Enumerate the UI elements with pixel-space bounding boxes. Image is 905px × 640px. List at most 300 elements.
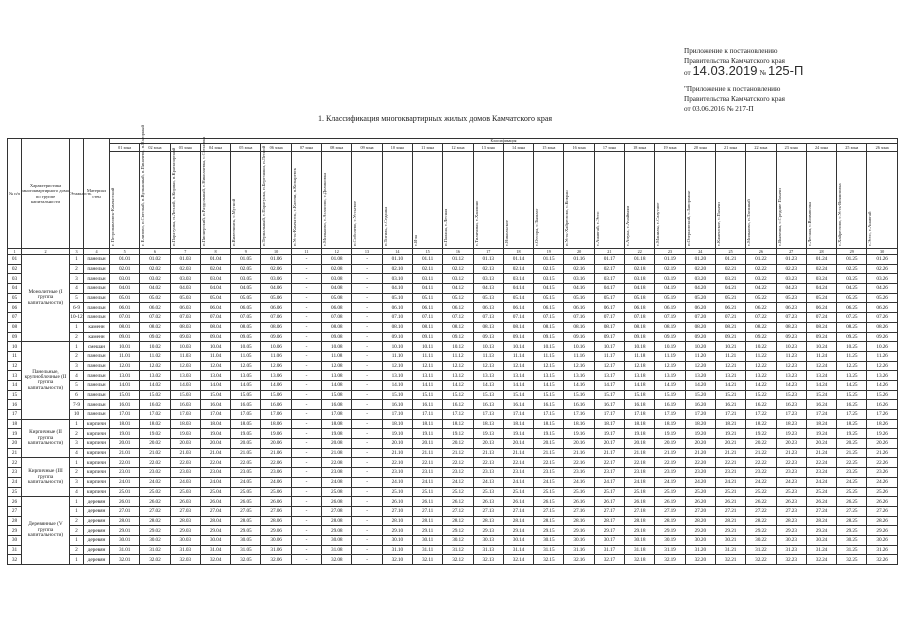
class-code: 26.22 [746,497,776,507]
class-code: 23.22 [746,468,776,478]
row-number: 15 [8,390,22,400]
row-number: 12 [8,361,22,371]
class-code: 25.25 [837,487,867,497]
class-code: 05.08 [322,293,352,303]
floors-cell: 1 [70,255,84,265]
class-code: 28.23 [776,516,806,526]
class-code: 09.25 [837,332,867,342]
class-code: 29.16 [564,526,594,536]
class-code: 17.03 [170,410,200,420]
class-code: 09.02 [140,332,170,342]
place-cell [594,152,624,249]
class-code: 19.18 [625,429,655,439]
class-code: 11.03 [170,351,200,361]
class-code: 05.17 [594,293,624,303]
class-code: 17.02 [140,410,170,420]
class-code: 08.16 [564,322,594,332]
class-code: 15.14 [503,390,533,400]
class-code: 23.17 [594,468,624,478]
class-code: 04.22 [746,284,776,294]
class-code: 20.05 [231,439,261,449]
class-code: 28.14 [503,516,533,526]
class-code: 21.15 [534,448,564,458]
class-code: 14.21 [715,380,745,390]
group-label: Панельные, крупноблочные (II группа капитальности) [22,342,70,420]
class-code: 08.06 [261,322,291,332]
class-code: 09.05 [231,332,261,342]
class-code: 15.17 [594,390,624,400]
class-code: 03.05 [231,274,261,284]
class-code: 28.05 [231,516,261,526]
class-code: 17.20 [685,410,715,420]
class-code: 05.03 [170,293,200,303]
class-code: 19.26 [867,429,897,439]
place-name: с.Мильково, п.Таежный [746,199,752,246]
floors-cell: 1 [70,555,84,565]
class-code: 18.14 [503,419,533,429]
approval-line-2: Правительства Камчатского края [684,57,785,65]
class-code: 16.20 [685,400,715,410]
class-code: 04.11 [412,284,442,294]
class-code: 11.12 [443,351,473,361]
floors-cell: 1 [70,535,84,545]
class-code: 01.17 [594,255,624,265]
class-code: 13.18 [625,371,655,381]
class-code: 32.02 [140,555,170,565]
class-code: 19.22 [746,429,776,439]
class-code: 26.16 [564,497,594,507]
class-code: 09.24 [806,332,836,342]
class-code: 03.22 [746,274,776,284]
class-code: 23.12 [443,468,473,478]
class-code: 31.05 [231,545,261,555]
class-code: 21.13 [473,448,503,458]
class-code: 26.18 [625,497,655,507]
class-code: 18.24 [806,419,836,429]
table-row [8,448,898,458]
class-code: 16.17 [594,400,624,410]
class-code: 11.22 [746,351,776,361]
place-name: п.Озерновский, с.Запорожье [685,190,691,246]
class-code: 07.18 [625,313,655,323]
class-code: 32.17 [594,555,624,565]
class-code: - [352,468,382,478]
class-code: 32.26 [867,555,897,565]
material-cell: кирпичн [84,468,110,478]
class-code: 04.05 [231,284,261,294]
class-code: 04.04 [200,284,230,294]
class-code: 09.23 [776,332,806,342]
class-code: - [352,477,382,487]
zone-header: 11 зона [412,144,442,152]
class-code: 04.20 [685,284,715,294]
approval-line-1: Приложение к постановлению [684,47,778,55]
class-code: - [352,429,382,439]
class-code: 03.12 [443,274,473,284]
class-code: 23.24 [806,468,836,478]
class-code: 32.23 [776,555,806,565]
class-code: - [352,380,382,390]
floors-cell: 6 [70,390,84,400]
class-code: 07.19 [655,313,685,323]
class-code: 18.19 [655,419,685,429]
class-code: 22.16 [564,458,594,468]
class-code: 30.05 [231,535,261,545]
class-code: 09.22 [746,332,776,342]
class-code: 29.14 [503,526,533,536]
class-code: 01.25 [837,255,867,265]
class-code: 20.13 [473,439,503,449]
class-code: 18.03 [170,419,200,429]
class-code: 12.17 [594,361,624,371]
index-cell: 30 [867,249,897,255]
class-code: 19.19 [655,429,685,439]
class-code: 13.03 [170,371,200,381]
class-code: 01.23 [776,255,806,265]
class-code: 24.14 [503,477,533,487]
class-code: 27.12 [443,506,473,516]
class-code: 28.15 [534,516,564,526]
material-cell: панельн [84,313,110,323]
class-code: 15.23 [776,390,806,400]
class-code: 32.04 [200,555,230,565]
class-code: 11.02 [140,351,170,361]
class-code: - [291,555,321,565]
table-row [8,419,898,429]
row-number: 19 [8,429,22,439]
class-code: 21.19 [655,448,685,458]
class-code: 15.22 [746,390,776,400]
class-code: - [291,516,321,526]
class-code: 24.23 [776,477,806,487]
class-code: 17.17 [594,410,624,420]
class-code: 26.05 [231,497,261,507]
class-code: - [352,439,382,449]
class-code: 02.15 [534,264,564,274]
class-code: 10.23 [776,342,806,352]
floors-cell: 4 [70,284,84,294]
group-label: Кирпичные (III группа капитальности) [22,458,70,497]
floors-cell: 1 [70,497,84,507]
place-cell [625,152,655,249]
class-code: 02.16 [564,264,594,274]
class-code: 02.21 [715,264,745,274]
class-code: 21.25 [837,448,867,458]
place-cell [473,152,503,249]
class-code: - [352,555,382,565]
class-code: 18.23 [776,419,806,429]
class-code: 24.16 [564,477,594,487]
material-cell: деревян [84,535,110,545]
class-code: 26.13 [473,497,503,507]
approval-no-label: № [759,69,767,77]
class-code: 30.10 [382,535,412,545]
row-number: 14 [8,380,22,390]
class-code: 32.01 [110,555,140,565]
table-row [8,332,898,342]
class-code: 22.12 [443,458,473,468]
class-code: 30.12 [443,535,473,545]
index-cell: 23 [655,249,685,255]
class-code: 23.01 [110,468,140,478]
class-code: 26.14 [503,497,533,507]
class-code: 31.12 [443,545,473,555]
material-cell: кирпичн [84,429,110,439]
class-code: 22.17 [594,458,624,468]
class-code: 02.19 [655,264,685,274]
class-code: - [352,458,382,468]
class-code: 24.22 [746,477,776,487]
table-row [8,439,898,449]
row-number: 01 [8,255,22,265]
material-cell: панельн [84,303,110,313]
class-code: 14.03 [170,380,200,390]
class-code: 08.21 [715,322,745,332]
class-code: 15.25 [837,390,867,400]
zone-header: 03 зона [170,144,200,152]
class-code: 17.16 [564,410,594,420]
class-code: 31.20 [685,545,715,555]
class-code: 20.06 [261,439,291,449]
class-code: 14.01 [110,380,140,390]
class-code: 03.21 [715,274,745,284]
class-code: 32.11 [412,555,442,565]
class-code: 08.13 [473,322,503,332]
table-row [8,255,898,265]
class-code: 10.11 [412,342,442,352]
class-code: 27.04 [200,506,230,516]
class-code: 07.08 [322,313,352,323]
class-code: 22.10 [382,458,412,468]
floors-cell: 5 [70,380,84,390]
class-code: 29.13 [473,526,503,536]
class-code: - [291,458,321,468]
class-code: 07.13 [473,313,503,323]
class-code: - [352,390,382,400]
class-code: 09.20 [685,332,715,342]
class-code: 06.17 [594,303,624,313]
zone-header: 14 зона [503,144,533,152]
place-cell [685,152,715,249]
class-code: 02.03 [170,264,200,274]
class-code: 13.19 [655,371,685,381]
class-code: 12.13 [473,361,503,371]
class-code: 22.20 [685,458,715,468]
table-row [8,506,898,516]
table-row [8,390,898,400]
place-cell [231,152,261,249]
class-code: - [291,293,321,303]
place-name: п.Палана, с.Лесная [443,208,449,246]
class-code: 01.01 [110,255,140,265]
class-code: 03.17 [594,274,624,284]
class-code: 28.21 [715,516,745,526]
class-code: - [291,526,321,536]
class-code: 31.17 [594,545,624,555]
group-label: Монолитные (I группа капитальности) [22,255,70,342]
class-code: 13.04 [200,371,230,381]
row-number: 25 [8,487,22,497]
class-code: 15.21 [715,390,745,400]
class-code: 13.01 [110,371,140,381]
index-cell: 3 [70,249,84,255]
class-code: 29.08 [322,526,352,536]
header-no: № п/п [8,139,22,249]
header-material: Материал стен [84,139,110,249]
class-code: 23.10 [382,468,412,478]
class-code: 29.11 [412,526,442,536]
class-code: 31.16 [564,545,594,555]
class-code: 02.05 [231,264,261,274]
class-code: 07.26 [867,313,897,323]
class-code: 20.08 [322,439,352,449]
place-name: г. Елизово, п.Светлый, п.Вулканный, п.Пиначево, п.Нагорный [140,125,146,246]
class-code: 13.06 [261,371,291,381]
class-code: 06.16 [564,303,594,313]
class-code: 02.24 [806,264,836,274]
class-code: 23.05 [231,468,261,478]
class-code: 06.25 [837,303,867,313]
class-code: 29.06 [261,526,291,536]
class-code: 08.02 [140,322,170,332]
class-code: - [291,303,321,313]
class-code: 16.08 [322,400,352,410]
class-code: 27.05 [231,506,261,516]
class-code: 02.25 [837,264,867,274]
zone-header: 05 зона [231,144,261,152]
class-code: 12.16 [564,361,594,371]
material-cell: панельн [84,380,110,390]
class-code: - [352,410,382,420]
table-row [8,342,898,352]
class-code: 16.15 [534,400,564,410]
class-code: 27.25 [837,506,867,516]
class-code: 16.24 [806,400,836,410]
class-code: 07.24 [806,313,836,323]
zone-header: 08 зона [322,144,352,152]
class-code: - [352,535,382,545]
class-code: - [291,545,321,555]
class-code: 26.20 [685,497,715,507]
class-code: - [291,274,321,284]
class-code: 01.05 [231,255,261,265]
class-code: 30.02 [140,535,170,545]
class-code: 03.01 [110,274,140,284]
class-code: 22.08 [322,458,352,468]
material-cell: кирпичн [84,419,110,429]
row-number: 23 [8,468,22,478]
class-code: 02.06 [261,264,291,274]
class-code: 32.14 [503,555,533,565]
class-code: 06.12 [443,303,473,313]
place-name: п.Вилючинск, с.Мутной [231,198,237,246]
class-code: 17.01 [110,410,140,420]
class-code: - [352,274,382,284]
class-code: - [352,497,382,507]
class-code: 32.25 [837,555,867,565]
place-cell [322,152,352,249]
place-cell [655,152,685,249]
class-code: 21.17 [594,448,624,458]
class-code: 15.04 [200,390,230,400]
floors-cell: 1 [70,458,84,468]
class-code: 07.05 [231,313,261,323]
class-code: 05.16 [564,293,594,303]
class-code: 25.13 [473,487,503,497]
row-number: 29 [8,526,22,536]
class-code: 21.08 [322,448,352,458]
class-code: 16.11 [412,400,442,410]
class-code: 16.06 [261,400,291,410]
class-code: 08.18 [625,322,655,332]
class-code: 22.23 [776,458,806,468]
class-code: 15.06 [261,390,291,400]
class-code: 29.04 [200,526,230,536]
class-code: 11.26 [867,351,897,361]
class-code: 10.08 [322,342,352,352]
class-code: - [291,410,321,420]
class-code: 26.03 [170,497,200,507]
class-code: 09.12 [443,332,473,342]
class-code: 03.25 [837,274,867,284]
class-code: 24.18 [625,477,655,487]
place-cell [382,152,412,249]
class-code: - [352,448,382,458]
place-row [8,152,898,249]
zone-header: 17 зона [594,144,624,152]
class-code: 10.17 [594,342,624,352]
class-code: 22.25 [837,458,867,468]
class-code: 22.13 [473,458,503,468]
row-number: 03 [8,274,22,284]
class-code: 02.11 [412,264,442,274]
class-code: 21.05 [231,448,261,458]
place-cell [110,152,140,249]
class-code: - [291,497,321,507]
class-code: 06.05 [231,303,261,313]
class-code: 06.04 [200,303,230,313]
row-number: 09 [8,332,22,342]
class-code: 26.19 [655,497,685,507]
class-code: 26.12 [443,497,473,507]
quoted-line-2: Правительства Камчатского края [684,95,785,103]
floors-cell: 1 [70,506,84,516]
index-cell: 14 [382,249,412,255]
class-code: 12.22 [746,361,776,371]
class-code: 04.25 [837,284,867,294]
class-code: 25.04 [200,487,230,497]
class-code: 05.11 [412,293,442,303]
class-code: 27.17 [594,506,624,516]
material-cell: деревян [84,555,110,565]
quoted-appendix-header [684,84,894,114]
class-code: 10.01 [110,342,140,352]
class-code: 05.26 [867,293,897,303]
class-code: 01.02 [140,255,170,265]
index-cell: 22 [625,249,655,255]
zone-header: 15 зона [534,144,564,152]
class-code: 15.24 [806,390,836,400]
class-code: 18.20 [685,419,715,429]
class-code: 22.14 [503,458,533,468]
class-code: - [291,448,321,458]
class-code: 15.03 [170,390,200,400]
class-code: 17.05 [231,410,261,420]
class-code: 25.08 [322,487,352,497]
class-code: 16.10 [382,400,412,410]
class-code: 24.19 [655,477,685,487]
zone-header: 06 зона [261,144,291,152]
